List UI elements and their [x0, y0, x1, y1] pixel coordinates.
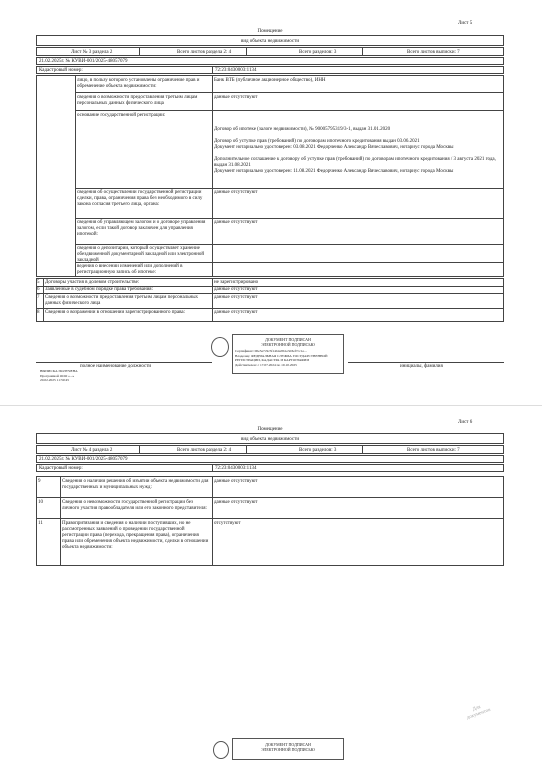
e-signature-title: ДОКУМЕНТ ПОДПИСАН ЭЛЕКТРОННОЙ ПОДПИСЬЮ	[261, 337, 315, 347]
row-number: 11	[38, 521, 43, 526]
row-label-encumbrance-holder: лицо, в пользу которого установлены ограничение прав и обременение объекта недвижимости:	[77, 78, 200, 89]
row-label-seizure-decision: Сведения о наличии решения об изъятии объекта недвижимости для государственных и муниципальных нужд:	[62, 479, 209, 490]
e-signature-title: ДОКУМЕНТ ПОДПИСАН ЭЛЕКТРОННОЙ ПОДПИСЬЮ	[261, 742, 315, 752]
sheet-number: Лист № 3 раздела 2	[71, 50, 113, 55]
row-value-court-claims: данные отсутствуют	[214, 287, 258, 292]
reference-row	[36, 455, 504, 463]
cadastral-row	[36, 464, 504, 472]
cadastral-row	[36, 66, 504, 74]
row-value-encumbrance-holder: Банк ВТБ (публичное акционерное общество), ИНН	[214, 78, 326, 83]
row-value-personal-participation: данные отсутствуют	[214, 500, 258, 505]
small-print-stamp: ВЫПИСКА ПОЛУЧЕНА Программой ООО «...» 20.02.2025 11:59:45	[40, 369, 78, 382]
faint-watermark-text: Для документов	[466, 704, 492, 721]
row-number: 10	[38, 500, 43, 505]
object-title: Помещение	[257, 427, 283, 432]
total-sections: Всего разделов: 3	[299, 50, 337, 55]
e-signature-stamp	[232, 334, 344, 374]
row-value-shared-construction: не зарегистрировано	[214, 280, 259, 285]
row-value-seizure-decision: данные отсутствуют	[214, 479, 258, 484]
emblem-icon	[211, 337, 229, 357]
row-number: 6	[37, 287, 40, 292]
row-label-pending-claims: Правопритязания и сведения о наличии поступивших, но не рассмотренных заявлений о проведении государственной регистрации права (перехода, прекращения права), ограничения права или обременения объекта недвижимости, сделки в отношении объекта недвижимости:	[62, 521, 209, 550]
row-label-personal-data: сведения о возможности предоставления третьим лицам персональных данных физического лица	[77, 95, 198, 106]
reference-row	[36, 57, 504, 65]
row-value-pledge-manager: данные отсутствуют	[214, 220, 258, 225]
row-value-third-party-consent: данные отсутствуют	[214, 190, 258, 195]
signer-name-caption: инициалы, фамилия	[400, 364, 443, 369]
e-signature-stamp	[232, 738, 344, 760]
extract-reference: 21.02.2025г. № КУВИ-001/2025-48057079	[39, 59, 128, 64]
cadastral-label: Кадастровый номер:	[39, 68, 83, 73]
row-value-registration-basis: Договор об ипотеке (залоге недвижимости), № 90005795319/3-1, выдан 31.01.2020 Договор об уступке прав (требований) по договорам ипотечного кредитования выдан 03.06.2021 Документ нотариально удостоверен: 03.08.2021 Федорченко Александр Вячеславович, нотариус города Москвы Дополнительное соглашение к договору об уступке прав (требований) по договорам ипотечного кредитования / 3 августа 2021 года, выдан 31.08.2021 Документ нотариально удостоверен: 11.08.2021 Федорченко Александр Вячеславович, нотариус города Москвы	[214, 127, 496, 174]
signer-position-caption: полное наименование должности	[80, 364, 152, 369]
row-value-personal-data: данные отсутствуют	[214, 95, 258, 100]
sheet-meta-row	[36, 47, 504, 56]
sheet-label: Лист 6	[458, 420, 473, 425]
e-signature-details: Сертификат: 00e5a7c9c5f14b4a8b1e3d3ef7cc1e... Владелец: ФЕДЕРАЛЬНАЯ СЛУЖБА ГОСУДАРСТВЕННОЙ РЕГИСТРАЦИИ, КАДАСТРА И КАРТОГРАФИИ Действителен: с 17.07.2024 по 10.10.2025	[235, 349, 328, 367]
row-label-shared-construction: Договоры участия в долевом строительстве:	[45, 280, 140, 285]
object-kind-box	[36, 35, 504, 46]
cadastral-label: Кадастровый номер:	[39, 466, 83, 471]
row-label-third-party-consent: сведения об осуществлении государственной регистрации сделки, права, ограничения права без необходимого в силу закона согласия третьего лица, органа:	[77, 190, 203, 207]
row-number: 5	[37, 280, 40, 285]
row-number: 7	[37, 295, 40, 300]
sheet-meta-row	[36, 445, 504, 454]
row-label-pledge-manager: сведения об управляющем залогом и о договоре управления залогом, если такой договор заключен для управления ипотекой:	[77, 220, 206, 237]
cadastral-number: 72:23:0430003:1134	[215, 68, 257, 73]
row-label-objection: Сведения о возражении в отношении зарегистрированного права:	[45, 310, 186, 315]
row-number: 9	[38, 479, 41, 484]
object-kind-box	[36, 433, 504, 444]
total-extract-sheets: Всего листов выписки: 7	[407, 50, 460, 55]
total-sheets-section: Всего листов раздела 2: 4	[177, 448, 232, 453]
row-label-depository: сведения о депозитарии, который осуществляет хранение обездвиженной документарной закладной или электронной закладной	[77, 246, 205, 263]
row-value-objection: данные отсутствуют	[214, 310, 258, 315]
row-label-court-claims: Заявленные в судебном порядке права требования:	[45, 287, 153, 292]
row-value-pending-claims: отсутствуют	[214, 521, 241, 526]
row-number: 8	[37, 310, 40, 315]
emblem-icon	[213, 741, 229, 759]
row-label-personal-participation: Сведения о невозможности государственной регистрации без личного участия правообладателя или его законного представителя:	[62, 500, 207, 511]
total-sheets-section: Всего листов раздела 2: 4	[177, 50, 232, 55]
cadastral-number: 72:23:0430003:1134	[215, 466, 257, 471]
total-extract-sheets: Всего листов выписки: 7	[407, 448, 460, 453]
row-value-personal-data-sharing: данные отсутствуют	[214, 295, 258, 300]
row-label-personal-data-sharing: Сведения о возможности предоставления третьим лицам персональных данных физического лица	[45, 295, 199, 306]
row-label-mortgage-changes: ведения о внесении изменений или дополнений в регистрационную запись об ипотеке:	[77, 264, 183, 275]
row-label-registration-basis: основание государственной регистрации:	[77, 113, 166, 118]
sheet-label: Лист 5	[458, 21, 473, 26]
extract-reference: 21.02.2025г. № КУВИ-001/2025-48057079	[39, 457, 128, 462]
object-kind: вид объекта недвижимости	[240, 39, 300, 44]
object-title: Помещение	[257, 29, 283, 34]
total-sections: Всего разделов: 3	[299, 448, 337, 453]
object-kind: вид объекта недвижимости	[240, 437, 300, 442]
sheet-number: Лист № 4 раздела 2	[71, 448, 113, 453]
